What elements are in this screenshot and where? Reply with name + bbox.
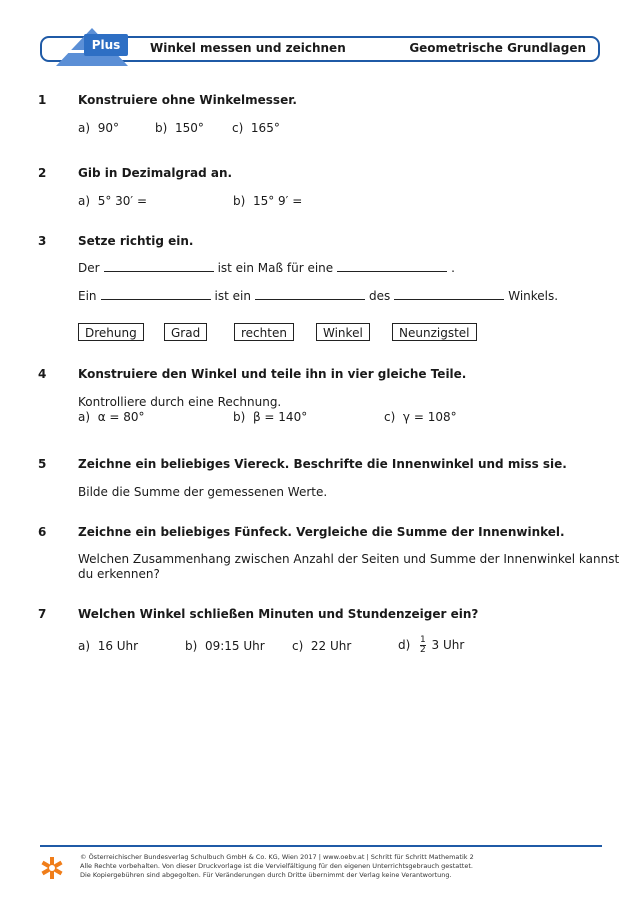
- publisher-logo-icon: [40, 856, 64, 880]
- footer-copyright: © Österreichischer Bundesverlag Schulbuch GmbH & Co. KG, Wien 2017 | www.oebv.at | Schritt für Schritt Mathematik 2 Alle Rechte vorbehalten. Von dieser Druckvorlage ist die Vervielfältigung für den eigenen Unterrichtsgebrauch gestattet. Die Kopiergebühren sind abgegolten. Für Veränderungen durch Dritte übernimmt der Verlag keine Verantwortung.: [80, 853, 474, 879]
- task-title: Welchen Winkel schließen Minuten und Stundenzeiger ein?: [78, 607, 479, 621]
- blank-field[interactable]: [394, 289, 504, 300]
- task-title: Konstruiere ohne Winkelmesser.: [78, 93, 297, 107]
- task-item: b) 150°: [155, 121, 204, 135]
- task-item: b) 15° 9′ =: [233, 194, 303, 208]
- task-item: b) 09:15 Uhr: [185, 639, 265, 653]
- task-item: d) $\frac{1}{2}$ 3 Uhr: [398, 635, 465, 655]
- task-number: 6: [38, 525, 47, 539]
- logo-plus-label: Plus: [84, 34, 128, 56]
- blank-field[interactable]: [337, 261, 447, 272]
- word-box: Neunzigstel: [392, 323, 477, 341]
- task-title: Konstruiere den Winkel und teile ihn in vier gleiche Teile.: [78, 367, 467, 381]
- task-text: Welchen Zusammenhang zwischen Anzahl der Seiten und Summe der Innenwinkel kannst: [78, 552, 620, 566]
- task-title: Setze richtig ein.: [78, 234, 194, 248]
- task-text: Kontrolliere durch eine Rechnung.: [78, 395, 282, 409]
- blank-field[interactable]: [104, 261, 214, 272]
- word-box: Grad: [164, 323, 207, 341]
- task-item: c) γ = 108°: [384, 410, 457, 424]
- page-title: Winkel messen und zeichnen: [150, 41, 346, 55]
- word-box: rechten: [234, 323, 294, 341]
- task-number: 7: [38, 607, 47, 621]
- task-item: c) 165°: [232, 121, 280, 135]
- fraction: $\frac{1}{2}$: [419, 635, 426, 655]
- task-item: a) 5° 30′ =: [78, 194, 147, 208]
- blank-field[interactable]: [255, 289, 365, 300]
- task-item: b) β = 140°: [233, 410, 308, 424]
- cloze-line-2: Ein ist ein des Winkels.: [78, 289, 559, 303]
- task-text: Bilde die Summe der gemessenen Werte.: [78, 485, 328, 499]
- task-number: 1: [38, 93, 47, 107]
- task-title: Zeichne ein beliebiges Fünfeck. Vergleiche die Summe der Innenwinkel.: [78, 525, 565, 539]
- task-text: du erkennen?: [78, 567, 160, 581]
- task-number: 4: [38, 367, 47, 381]
- task-number: 2: [38, 166, 47, 180]
- task-number: 5: [38, 457, 47, 471]
- word-box: Drehung: [78, 323, 144, 341]
- task-item: a) 16 Uhr: [78, 639, 139, 653]
- word-box: Winkel: [316, 323, 370, 341]
- section-title: Geometrische Grundlagen: [409, 41, 586, 55]
- task-number: 3: [38, 234, 47, 248]
- blank-field[interactable]: [101, 289, 211, 300]
- task-item: a) α = 80°: [78, 410, 145, 424]
- task-title: Zeichne ein beliebiges Viereck. Beschrifte die Innenwinkel und miss sie.: [78, 457, 567, 471]
- cloze-line-1: Der ist ein Maß für eine .: [78, 261, 455, 275]
- task-title: Gib in Dezimalgrad an.: [78, 166, 233, 180]
- footer-rule: [40, 845, 602, 847]
- task-item: a) 90°: [78, 121, 119, 135]
- task-item: c) 22 Uhr: [292, 639, 352, 653]
